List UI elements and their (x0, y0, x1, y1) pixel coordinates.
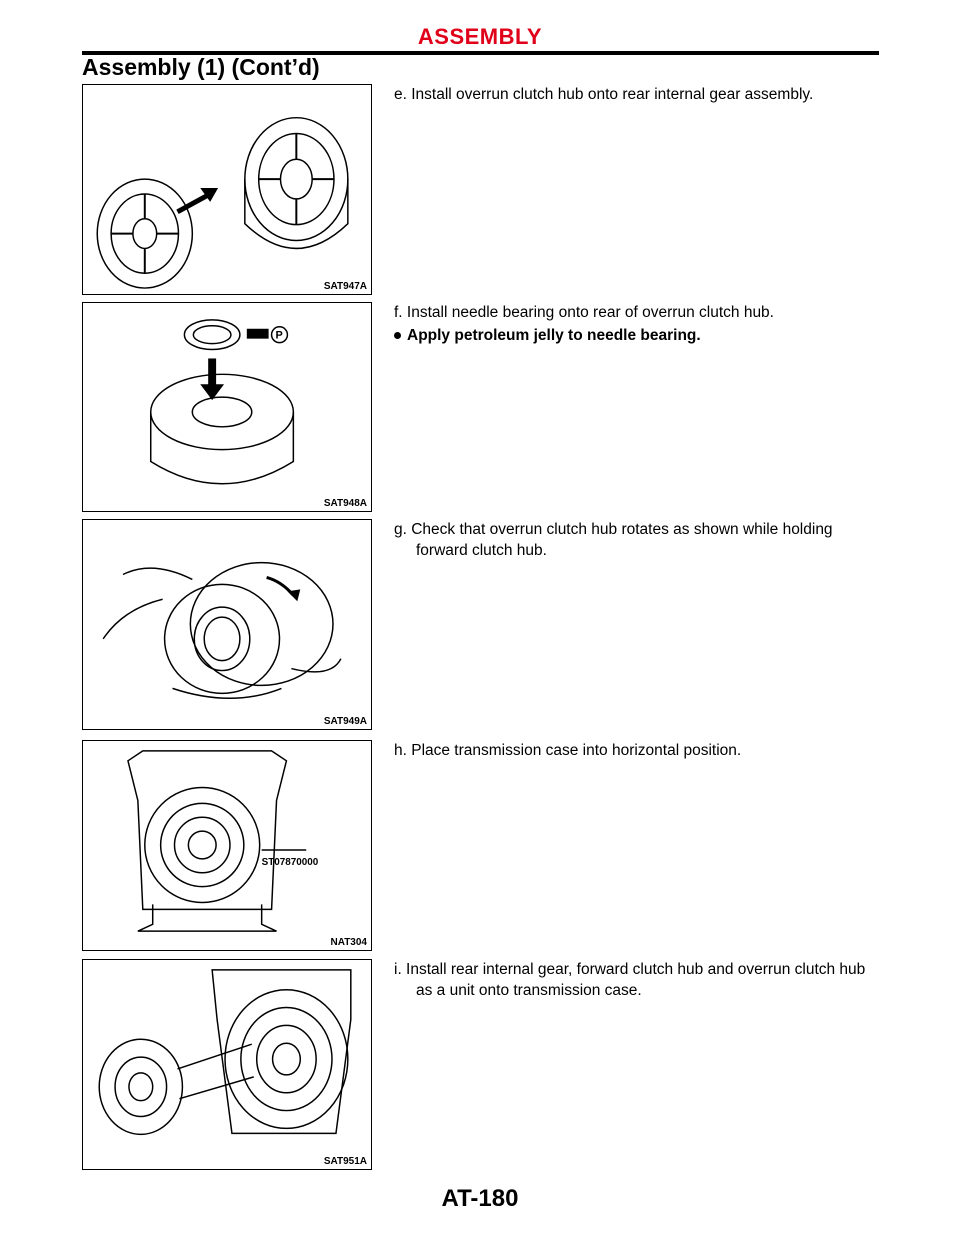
bullet-icon (394, 332, 401, 339)
step-f-note-text: Apply petroleum jelly to needle bearing. (407, 327, 701, 344)
step-g (394, 519, 884, 561)
needle-bearing-illustration (83, 303, 371, 511)
step-g-text: g. Check that overrun clutch hub rotates as shown while holding forward clutch hub. (394, 521, 833, 559)
figure-sat951a (82, 959, 372, 1170)
figure-label: SAT951A (323, 1156, 367, 1167)
step-h (394, 740, 884, 761)
step-h-text: h. Place transmission case into horizontal position. (394, 742, 742, 759)
figure-sat948a (82, 302, 372, 512)
step-e-text: e. Install overrun clutch hub onto rear internal gear assembly. (394, 86, 814, 103)
page-number: AT-180 (441, 1185, 519, 1212)
figure-sat949a (82, 519, 372, 730)
figure-label: SAT949A (323, 716, 367, 727)
figure-label: SAT947A (323, 281, 367, 292)
gear-assembly-illustration (83, 85, 371, 294)
step-f-text: f. Install needle bearing onto rear of overrun clutch hub. (394, 304, 774, 321)
header-title: ASSEMBLY (417, 24, 543, 49)
section-title: Assembly (1) (Cont’d) (82, 54, 320, 80)
step-f (394, 302, 884, 346)
figure-label: NAT304 (330, 937, 367, 948)
hands-holding-hub-illustration (83, 520, 371, 729)
step-i (394, 959, 884, 1001)
transmission-case-illustration (83, 741, 371, 950)
petroleum-jelly-symbol: P (275, 329, 283, 342)
tool-number-label: ST07870000 (261, 856, 319, 868)
step-e (394, 84, 884, 105)
step-f-note (394, 325, 884, 346)
figure-sat947a (82, 84, 372, 295)
figure-label: SAT948A (323, 498, 367, 509)
step-i-text: i. Install rear internal gear, forward clutch hub and overrun clutch hub as a unit onto transmission case. (394, 961, 866, 999)
unit-installation-illustration (83, 960, 371, 1169)
figure-nat304 (82, 740, 372, 951)
